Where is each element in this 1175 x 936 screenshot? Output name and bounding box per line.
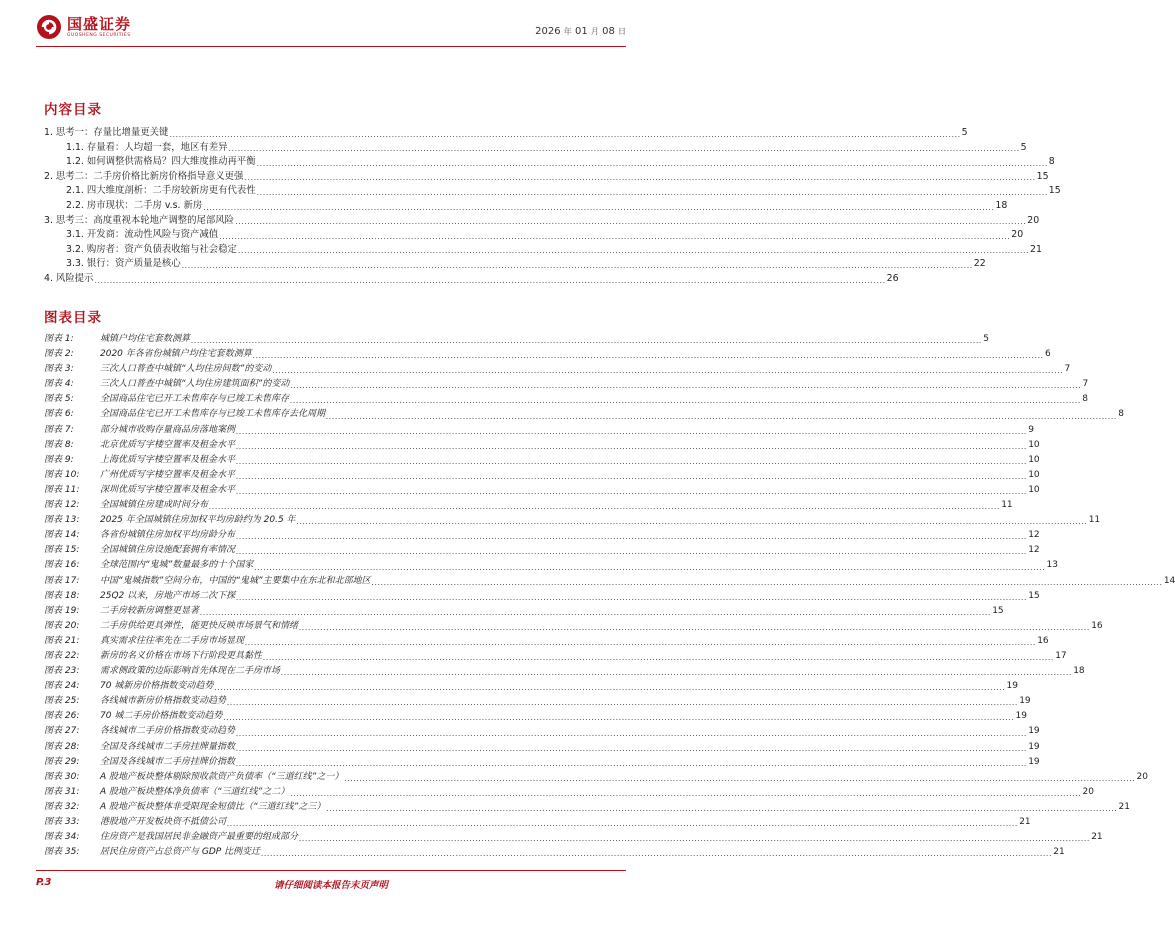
chart-entry[interactable] — [44, 483, 1040, 498]
toc-entry-page: 21 — [1030, 243, 1042, 255]
leader-dots: .................................................................................................................................................................................................................................................................... — [344, 773, 1136, 783]
leader-dots: .................................................................................................................................................................................................................................................................... — [214, 683, 1006, 693]
chart-entry-number: 图表 27: — [44, 726, 80, 737]
chart-entry-label: 70 城二手房价格指数变动趋势 — [100, 711, 223, 722]
chart-entry-label: A 股地产板块整体净负债率（“三道红线”之二） — [100, 786, 290, 797]
leader-dots: .................................................................................................................................................................................................................................................................... — [236, 728, 1028, 738]
toc-entry[interactable] — [44, 214, 1040, 229]
toc-entry-page: 15 — [1036, 170, 1049, 182]
toc-entry-label: 1.2. 如何调整供需格局？四大维度推动再平衡 — [66, 156, 256, 168]
chart-entry-number: 图表 18: — [44, 590, 80, 601]
leader-dots: .................................................................................................................................................................................................................................................................... — [236, 487, 1028, 497]
chart-entry-page: 7 — [1082, 379, 1089, 390]
chart-entry[interactable] — [44, 453, 1040, 468]
chart-entry-label: 部分城市收购存量商品房落地案例 — [100, 424, 236, 435]
chart-entry-page: 18 — [1073, 666, 1085, 677]
chart-entry[interactable] — [44, 332, 989, 347]
leader-dots: .................................................................................................................................................................................................................................................................... — [236, 441, 1028, 451]
chart-entry-label: 深圳优质写字楼空置率及租金水平 — [100, 484, 236, 495]
chart-entry-number: 图表 7: — [44, 424, 74, 435]
chart-entry-label: 三次人口普查中城镇“人均住房建筑面积”的变动 — [100, 379, 290, 390]
chart-entry-page: 10 — [1028, 439, 1040, 450]
leader-dots: .................................................................................................................................................................................................................................................................... — [261, 849, 1053, 859]
leader-dots: .................................................................................................................................................................................................................................................................... — [169, 129, 961, 139]
toc-list — [44, 126, 1061, 287]
chart-entry-label: 25Q2 以来，房地产市场二次下探 — [100, 590, 236, 601]
chart-entry-number: 图表 32: — [44, 801, 80, 812]
footer-divider — [36, 870, 626, 871]
chart-entry-label: 港股地产开发板块资不抵债公司 — [100, 817, 227, 827]
chart-entry[interactable] — [44, 392, 1088, 407]
chart-entry[interactable] — [44, 664, 1085, 679]
chart-entry-label: 广州优质写字楼空置率及租金水平 — [100, 469, 236, 480]
leader-dots: .................................................................................................................................................................................................................................................................... — [200, 607, 992, 617]
chart-entry-page: 11 — [1001, 500, 1013, 511]
chart-entry-page: 16 — [1091, 620, 1103, 631]
chart-entry-page: 20 — [1082, 786, 1094, 797]
leader-dots: .................................................................................................................................................................................................................................................................... — [326, 411, 1118, 421]
leader-dots: .................................................................................................................................................................................................................................................................... — [237, 246, 1030, 256]
toc-entry[interactable] — [44, 141, 1027, 156]
toc-entry-label: 2.1. 四大维度剖析：二手房较新房更有代表性 — [66, 185, 256, 197]
toc-entry-label: 3.3. 银行：资产质量是核心 — [66, 258, 181, 270]
chart-entry[interactable] — [44, 347, 1051, 362]
leader-dots: .................................................................................................................................................................................................................................................................... — [290, 396, 1082, 406]
date-day: 08 — [602, 26, 615, 37]
leader-dots: .................................................................................................................................................................................................................................................................... — [245, 637, 1037, 647]
chart-entry-label: 三次人口普查中城镇“人均住房间数”的变动 — [100, 364, 272, 375]
chart-entry-label: 70 城新房价格指数变动趋势 — [100, 681, 214, 692]
chart-entry[interactable] — [44, 574, 1175, 589]
leader-dots: .................................................................................................................................................................................................................................................................... — [236, 758, 1028, 768]
chart-entry-label: 全国城镇住房建成时间分布 — [100, 500, 209, 511]
chart-entry-number: 图表 4: — [44, 379, 74, 390]
brand-name-cn: 国盛证券 — [67, 14, 132, 33]
leader-dots: .................................................................................................................................................................................................................................................................... — [219, 231, 1011, 241]
leader-dots: .................................................................................................................................................................................................................................................................... — [290, 788, 1082, 798]
chart-entry[interactable] — [44, 845, 1065, 860]
chart-entry-label: 中国“鬼城指数”空间分布，中国的“鬼城”主要集中在东北和北部地区 — [100, 575, 371, 586]
chart-entry-page: 21 — [1118, 801, 1130, 812]
date-year: 2026 — [535, 26, 561, 37]
chart-list — [44, 332, 1175, 860]
chart-entry-label: A 股地产板块整体剔除预收款资产负债率（“三道红线”之一） — [100, 771, 344, 782]
chart-entry-number: 图表 29: — [44, 756, 80, 767]
chart-entry-page: 19 — [1028, 726, 1040, 737]
chart-entry-label: 北京优质写字楼空置率及租金水平 — [100, 439, 236, 450]
leader-dots: .................................................................................................................................................................................................................................................................... — [256, 187, 1048, 197]
chart-entry-number: 图表 25: — [44, 696, 80, 707]
chart-entry-label: 新房的名义价格在市场下行阶段更具黏性 — [100, 650, 263, 661]
chart-entry[interactable] — [44, 800, 1130, 815]
toc-entry-label: 2.2. 房市现状：二手房 v.s. 新房 — [66, 199, 203, 211]
chart-entry-number: 图表 5: — [44, 394, 74, 405]
disclaimer-note: 请仔细阅读本报告末页声明 — [273, 880, 388, 891]
chart-entry-label: 需求侧政策的边际影响首先体现在二手房市场 — [100, 666, 281, 677]
date-month-unit: 月 — [590, 27, 599, 36]
toc-entry-label: 3. 思考三：高度重视本轮地产调整的尾部风险 — [44, 214, 235, 226]
chart-entry-page: 21 — [1053, 847, 1065, 858]
chart-entry[interactable] — [44, 709, 1027, 724]
chart-entry[interactable] — [44, 619, 1103, 634]
toc-entry[interactable] — [44, 184, 1061, 199]
chart-entry-page: 9 — [1028, 424, 1034, 435]
chart-entry-number: 图表 35: — [44, 847, 80, 858]
chart-entry-page: 16 — [1037, 635, 1049, 646]
date-year-unit: 年 — [563, 27, 572, 36]
toc-entry-page: 20 — [1027, 214, 1040, 226]
chart-entry[interactable] — [44, 407, 1124, 422]
toc-entry-label: 2. 思考二：二手房价格比新房价格指导意义更强 — [44, 170, 244, 182]
chart-entry-number: 图表 22: — [44, 650, 80, 661]
chart-entry-number: 图表 8: — [44, 439, 74, 450]
chart-entry-label: 全国及各线城市二手房挂牌量指数 — [100, 741, 236, 752]
chart-entry-number: 图表 15: — [44, 545, 80, 556]
chart-entry-page: 19 — [1015, 711, 1027, 722]
leader-dots: .................................................................................................................................................................................................................................................................... — [227, 819, 1019, 829]
chart-entry-page: 10 — [1028, 454, 1040, 465]
toc-entry[interactable] — [44, 155, 1055, 170]
chart-entry-label: 全球范围内“鬼城”数量最多的十个国家 — [100, 560, 254, 571]
chart-entry-label: 上海优质写字楼空置率及租金水平 — [100, 454, 236, 465]
chart-entry-number: 图表 1: — [44, 334, 74, 344]
report-date — [535, 26, 626, 37]
chart-entry[interactable] — [44, 694, 1031, 709]
chart-entry-page: 11 — [1088, 515, 1101, 526]
leader-dots: .................................................................................................................................................................................................................................................................... — [227, 698, 1019, 708]
chart-entry-page: 12 — [1028, 545, 1040, 556]
toc-entry[interactable] — [44, 170, 1049, 185]
leader-dots: .................................................................................................................................................................................................................................................................... — [228, 144, 1020, 154]
chart-entry[interactable] — [44, 589, 1040, 604]
toc-entry[interactable] — [44, 199, 1008, 214]
chart-entry-page: 14 — [1163, 575, 1175, 586]
chart-entry-number: 图表 2: — [44, 349, 74, 360]
chart-entry-label: 二手房供给更具弹性，能更快反映市场景气和情绪 — [100, 620, 299, 631]
chart-entry-number: 图表 11: — [44, 484, 80, 495]
chart-entry-label: 城镇户均住宅套数测算 — [100, 334, 191, 344]
chart-entry-number: 图表 9: — [44, 454, 74, 465]
chart-entry[interactable] — [44, 724, 1040, 739]
chart-entry-label: A 股地产板块整体非受限现金短债比（“三道红线”之三） — [100, 801, 326, 812]
chart-entry-page: 21 — [1091, 832, 1103, 843]
chart-entry-page: 5 — [983, 334, 989, 344]
leader-dots: .................................................................................................................................................................................................................................................................... — [236, 743, 1028, 753]
chart-entry-page: 13 — [1046, 560, 1058, 571]
chart-entry-number: 图表 19: — [44, 605, 80, 616]
chart-entry[interactable] — [44, 513, 1101, 528]
brand-logo — [36, 14, 131, 40]
page-header — [0, 0, 662, 50]
chart-entry-number: 图表 24: — [44, 681, 80, 692]
date-month: 01 — [574, 26, 588, 37]
leader-dots: .................................................................................................................................................................................................................................................................... — [236, 532, 1028, 542]
leader-dots: .................................................................................................................................................................................................................................................................... — [223, 713, 1015, 723]
chart-entry-label: 各线城市新房价格指数变动趋势 — [100, 696, 227, 707]
chart-entry-label: 居民住房资产占总资产与 GDP 比例变迁 — [100, 847, 261, 858]
chart-entry-page: 19 — [1019, 696, 1031, 707]
chart-entry[interactable] — [44, 604, 1004, 619]
chart-entry-label: 2025 年全国城镇住房加权平均房龄约为 20.5 年 — [100, 515, 296, 526]
chart-entry-number: 图表 16: — [44, 560, 80, 571]
chart-entry-page: 10 — [1028, 484, 1040, 495]
toc-entry[interactable] — [44, 257, 986, 272]
chart-entry-label: 各线城市二手房价格指数变动趋势 — [100, 726, 236, 737]
toc-entry[interactable] — [44, 228, 1024, 243]
chart-entry[interactable] — [44, 438, 1040, 453]
chart-entry-page: 19 — [1028, 756, 1040, 767]
chart-entry-page: 12 — [1028, 530, 1040, 541]
chart-entry[interactable] — [44, 649, 1067, 664]
chart-entry-number: 图表 3: — [44, 364, 74, 375]
leader-dots: .................................................................................................................................................................................................................................................................... — [244, 173, 1036, 183]
leader-dots: .................................................................................................................................................................................................................................................................... — [290, 381, 1082, 391]
chart-entry[interactable] — [44, 830, 1103, 845]
leader-dots: .................................................................................................................................................................................................................................................................... — [371, 577, 1163, 587]
toc-entry-page: 15 — [1048, 185, 1061, 197]
chart-entry-number: 图表 30: — [44, 771, 80, 782]
chart-entry[interactable] — [44, 498, 1013, 513]
chart-entry-label: 真实需求往往率先在二手房市场显现 — [100, 635, 245, 646]
toc-entry-label: 1. 思考一：存量比增量更关键 — [44, 127, 169, 138]
chart-entry-label: 二手房较新房调整更显著 — [100, 605, 200, 616]
chart-entry-number: 图表 33: — [44, 817, 80, 827]
leader-dots: .................................................................................................................................................................................................................................................................... — [236, 426, 1028, 436]
chart-list-title: 图表目录 — [44, 310, 102, 326]
leader-dots: .................................................................................................................................................................................................................................................................... — [236, 547, 1028, 557]
chart-entry-number: 图表 12: — [44, 500, 80, 511]
chart-entry[interactable] — [44, 423, 1034, 438]
chart-entry-page: 15 — [992, 605, 1004, 616]
toc-entry[interactable] — [44, 243, 1042, 258]
chart-entry[interactable] — [44, 377, 1089, 392]
toc-entry-page: 5 — [961, 127, 968, 138]
chart-entry-number: 图表 34: — [44, 832, 80, 843]
leader-dots: .................................................................................................................................................................................................................................................................... — [235, 217, 1027, 227]
chart-entry-number: 图表 14: — [44, 530, 80, 541]
chart-entry-number: 图表 26: — [44, 711, 80, 722]
leader-dots: .................................................................................................................................................................................................................................................................... — [326, 804, 1118, 813]
chart-entry-number: 图表 20: — [44, 620, 80, 631]
toc-entry-page: 26 — [886, 272, 899, 284]
toc-entry-page: 18 — [995, 199, 1008, 211]
chart-entry-page: 19 — [1006, 681, 1018, 692]
chart-entry-page: 8 — [1118, 409, 1124, 420]
leader-dots: .................................................................................................................................................................................................................................................................... — [236, 456, 1028, 466]
chart-entry-page: 19 — [1028, 741, 1040, 752]
chart-entry-label: 住房资产是我国居民非金融资产最重要的组成部分 — [100, 832, 299, 843]
chart-entry-label: 全国城镇住房设施配套拥有率情况 — [100, 545, 236, 556]
leader-dots: .................................................................................................................................................................................................................................................................... — [236, 592, 1028, 602]
leader-dots: .................................................................................................................................................................................................................................................................... — [256, 158, 1048, 168]
toc-entry-page: 22 — [973, 258, 986, 270]
chart-entry-number: 图表 17: — [44, 575, 80, 586]
chart-entry-label: 全国商品住宅已开工未售库存与已竣工未售库存去化周期 — [100, 409, 326, 420]
chart-entry-number: 图表 10: — [44, 469, 80, 480]
chart-entry-number: 图表 28: — [44, 741, 80, 752]
toc-entry[interactable] — [44, 272, 899, 287]
chart-entry-page: 6 — [1044, 349, 1051, 360]
chart-entry-page: 21 — [1019, 817, 1031, 827]
leader-dots: .................................................................................................................................................................................................................................................................... — [209, 502, 1001, 512]
leader-dots: .................................................................................................................................................................................................................................................................... — [254, 562, 1046, 572]
chart-entry-number: 图表 21: — [44, 635, 80, 646]
leader-dots: .................................................................................................................................................................................................................................................................... — [203, 202, 995, 212]
chart-entry-number: 图表 23: — [44, 666, 80, 677]
chart-entry-label: 全国及各线城市二手房挂牌价指数 — [100, 756, 236, 767]
chart-entry[interactable] — [44, 815, 1031, 830]
leader-dots: .................................................................................................................................................................................................................................................................... — [263, 653, 1055, 663]
toc-entry[interactable] — [44, 126, 968, 141]
leader-dots: .................................................................................................................................................................................................................................................................... — [272, 366, 1064, 376]
chart-entry[interactable] — [44, 755, 1040, 770]
chart-entry[interactable] — [44, 740, 1040, 755]
toc-entry-page: 5 — [1020, 141, 1027, 153]
chart-entry-page: 7 — [1064, 364, 1071, 375]
chart-entry[interactable] — [44, 468, 1040, 483]
chart-entry-page: 17 — [1055, 650, 1067, 661]
chart-entry-page: 10 — [1028, 469, 1040, 480]
chart-entry[interactable] — [44, 770, 1148, 785]
toc-title: 内容目录 — [44, 102, 102, 118]
chart-entry[interactable] — [44, 634, 1049, 649]
chart-entry[interactable] — [44, 362, 1071, 377]
toc-entry-label: 3.1. 开发商：流动性风险与资产减值 — [66, 229, 219, 241]
leader-dots: .................................................................................................................................................................................................................................................................... — [191, 336, 983, 346]
leader-dots: .................................................................................................................................................................................................................................................................... — [281, 668, 1073, 678]
chart-entry[interactable] — [44, 558, 1058, 573]
toc-entry-label: 3.2. 购房者：资产负债表收缩与社会稳定 — [66, 243, 237, 255]
toc-entry-page: 20 — [1011, 229, 1024, 241]
chart-entry-label: 各省份城镇住房加权平均房龄分布 — [100, 530, 236, 541]
leader-dots: .................................................................................................................................................................................................................................................................... — [236, 471, 1028, 481]
chart-entry[interactable] — [44, 679, 1018, 694]
leader-dots: .................................................................................................................................................................................................................................................................... — [299, 622, 1091, 632]
chart-entry-number: 图表 6: — [44, 409, 74, 420]
chart-entry[interactable] — [44, 528, 1040, 543]
date-day-unit: 日 — [618, 27, 626, 36]
toc-entry-page: 8 — [1048, 156, 1055, 168]
toc-entry-label: 1.1. 存量看：人均超一套，地区有差异 — [66, 141, 228, 153]
chart-entry-page: 8 — [1082, 394, 1088, 405]
leader-dots: .................................................................................................................................................................................................................................................................... — [296, 517, 1088, 527]
chart-entry-label: 全国商品住宅已开工未售库存与已竣工未售库存 — [100, 394, 290, 405]
chart-entry-label: 2020 年各省份城镇户均住宅套数测算 — [100, 349, 252, 360]
chart-entry[interactable] — [44, 785, 1094, 800]
leader-dots: .................................................................................................................................................................................................................................................................... — [94, 275, 886, 285]
header-divider — [36, 46, 626, 47]
chart-entry-number: 图表 31: — [44, 786, 80, 797]
chart-entry[interactable] — [44, 543, 1040, 558]
chart-entry-number: 图表 13: — [44, 515, 80, 526]
brand-name-en: GUOSHENG SECURITIES — [67, 32, 131, 38]
guosheng-logo-icon — [36, 14, 62, 40]
leader-dots: .................................................................................................................................................................................................................................................................... — [181, 260, 973, 270]
chart-entry-page: 15 — [1028, 590, 1040, 601]
toc-entry-label: 4. 风险提示 — [44, 272, 94, 284]
page-number: P.3 — [36, 877, 52, 888]
leader-dots: .................................................................................................................................................................................................................................................................... — [252, 351, 1044, 361]
chart-entry-page: 20 — [1136, 771, 1148, 782]
leader-dots: .................................................................................................................................................................................................................................................................... — [299, 834, 1091, 844]
